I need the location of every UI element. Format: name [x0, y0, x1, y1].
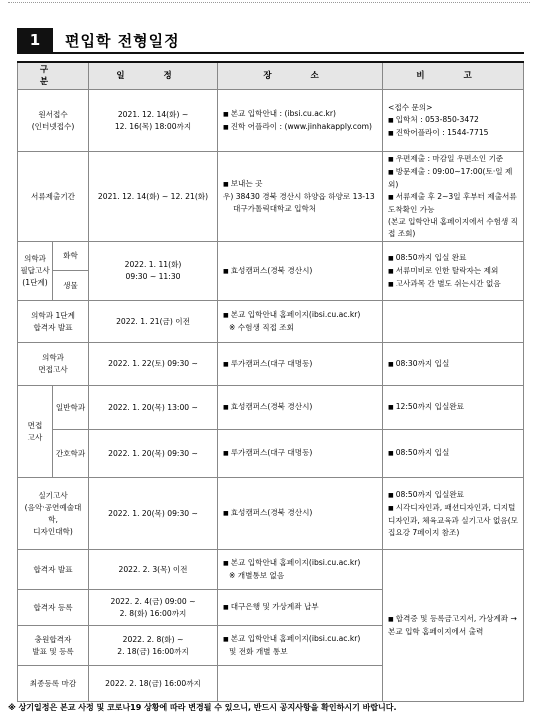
row-note: [383, 152, 524, 242]
section-number: 1: [17, 28, 53, 53]
row-date: 2022. 2. 3(목) 이전: [89, 550, 218, 590]
cell-text: 의학과: [23, 254, 46, 263]
cell-text: ■ 루가캠퍼스(대구 대명동): [223, 359, 312, 368]
cell-text: 대구가톨릭대학교 입학처: [233, 204, 317, 213]
table-row: [18, 152, 524, 242]
row-date: 2021. 12. 14(화) ~ 12. 21(화): [89, 152, 218, 242]
row-note: [383, 430, 524, 478]
cell-text: ■ 대구은행 및 가상계좌 납부: [223, 602, 319, 611]
heading-rule: [17, 52, 524, 54]
cell-text: 면접: [27, 420, 43, 430]
row-date: 2022. 1. 20(목) 13:00 ~: [89, 386, 218, 430]
cell-text: ■ 루가캠퍼스(대구 대명동): [223, 448, 312, 457]
row-category: 합격자 발표: [18, 550, 89, 590]
cell-text: (인터넷접수): [31, 121, 75, 131]
row-subcategory: 화학: [53, 242, 89, 271]
row-place: [218, 666, 383, 702]
cell-text: <접수 문의>: [388, 102, 433, 112]
row-note: [383, 301, 524, 343]
cell-text: ■ 서류제출 후 2~3일 후부터 제출서류 도착확인 가능: [388, 191, 521, 216]
cell-text: ■ 본교 입학안내 홈페이지(ibsi.cu.ac.kr): [223, 633, 380, 646]
table-row: [18, 550, 524, 590]
cell-text: 필답고사: [20, 266, 50, 275]
row-category: 합격자 등록: [18, 590, 89, 626]
header-date: 일 정: [89, 62, 218, 90]
row-place: [218, 478, 383, 550]
row-place: [218, 152, 383, 242]
row-date: [89, 590, 218, 626]
footnote: ※ 상기일정은 본교 사정 및 코로나19 상황에 따라 변경될 수 있으니, 반드시 공지사항을 확인하시기 바랍니다.: [8, 703, 397, 712]
cell-text: ■ 효성캠퍼스(경북 경산시): [223, 402, 312, 411]
row-note: [383, 550, 524, 702]
row-note: [383, 343, 524, 386]
cell-text: 2022. 2. 8(화) ~: [122, 634, 184, 644]
cell-text: ■ 시각디자인과, 패션디자인과, 디지털디자인과, 체육교육과 실기고사 없음(모집요강 7페이지 참조): [388, 502, 521, 539]
row-category: 최종등록 마감: [18, 666, 89, 702]
row-place: [218, 590, 383, 626]
cell-text: ■ 효성캠퍼스(경북 경산시): [223, 266, 312, 275]
cell-text: ■ 진학어플라이 : 1544-7715: [388, 127, 521, 140]
row-date: 2022. 2. 18(금) 16:00까지: [89, 666, 218, 702]
table-header-row: [18, 62, 524, 90]
row-category: [18, 386, 53, 478]
row-subcategory: 일반학과: [53, 386, 89, 430]
row-category: [18, 478, 89, 550]
cell-text: 발표 및 등록: [32, 646, 74, 656]
cell-text: 2021. 12. 14(화) ~: [117, 109, 189, 119]
cell-text: ■ 고사과목 간 별도 쉬는시간 없음: [388, 278, 521, 291]
cell-text: 면접고사: [38, 365, 68, 374]
row-date: 2022. 1. 20(목) 09:30 ~: [89, 478, 218, 550]
cell-text: ■ 진학 어플라이 : (www.jinhakapply.com): [223, 121, 380, 134]
row-date: 2022. 1. 20(목) 09:30 ~: [89, 430, 218, 478]
cell-text: ■ 서류미비로 인한 탈락자는 제외: [388, 265, 521, 278]
cell-text: ■ 입학처 : 053-850-3472: [388, 114, 521, 127]
cell-text: (본교 입학안내 홈페이지에서 수험생 직접 조회): [388, 217, 519, 238]
cell-text: (음악·공연예술대학,: [24, 502, 82, 524]
cell-text: 2022. 1. 11(화): [124, 260, 182, 269]
cell-text: (1단계): [22, 278, 48, 287]
row-subcategory: 생물: [53, 271, 89, 301]
top-divider: [8, 2, 530, 4]
header-category: 구 분: [18, 62, 89, 90]
row-note: [383, 386, 524, 430]
row-category: [18, 626, 89, 666]
cell-text: 실기고사: [38, 490, 68, 500]
cell-text: ※ 수험생 직접 조회: [229, 323, 294, 332]
cell-text: 2. 18(금) 16:00까지: [117, 646, 189, 656]
cell-text: 및 전화 개별 통보: [229, 647, 288, 656]
header-note: 비 고: [383, 62, 524, 90]
row-place: [218, 550, 383, 590]
row-date: [89, 242, 218, 301]
cell-text: 09:30 ~ 11:30: [125, 272, 181, 281]
row-category: [18, 343, 89, 386]
row-place: [218, 626, 383, 666]
cell-text: 의학과: [42, 353, 65, 362]
row-date: [89, 626, 218, 666]
row-note: [383, 242, 524, 301]
row-date: 2022. 1. 21(금) 이전: [89, 301, 218, 343]
row-date: [89, 90, 218, 152]
cell-text: ■ 우편제출 : 마감일 우편소인 기준: [388, 153, 521, 166]
row-place: [218, 343, 383, 386]
cell-text: ■ 보내는 곳: [223, 178, 380, 191]
cell-text: 우) 38430 경북 경산시 하양읍 하양로 13-13: [223, 192, 375, 201]
table-row: [18, 343, 524, 386]
cell-text: ■ 본교 입학안내 홈페이지(ibsi.cu.ac.kr): [223, 557, 380, 570]
row-place: [218, 386, 383, 430]
cell-text: ■ 방문제출 : 09:00~17:00(토·일 제외): [388, 166, 521, 191]
cell-text: ※ 개별통보 없음: [229, 571, 285, 580]
row-place: [218, 301, 383, 343]
cell-text: 2022. 2. 4(금) 09:00 ~: [110, 596, 196, 606]
cell-text: ■ 본교 입학안내 홈페이지(ibsi.cu.ac.kr): [223, 309, 380, 322]
section-heading: [17, 28, 524, 54]
table-row: [18, 301, 524, 343]
cell-text: 원서접수: [38, 109, 68, 119]
section-title: 편입학 전형일정: [65, 32, 180, 50]
cell-text: ■ 본교 입학안내 : (ibsi.cu.ac.kr): [223, 108, 380, 121]
cell-text: 2. 8(화) 16:00까지: [119, 608, 187, 618]
cell-text: 의학과 1단계: [31, 310, 75, 320]
row-note: [383, 90, 524, 152]
cell-text: ■ 08:50까지 입실 완료: [388, 252, 521, 265]
table-row: [18, 478, 524, 550]
row-note: [383, 478, 524, 550]
row-date: 2022. 1. 22(토) 09:30 ~: [89, 343, 218, 386]
cell-text: ■ 08:30까지 입실: [388, 359, 449, 368]
row-place: [218, 242, 383, 301]
schedule-table: [17, 61, 524, 702]
table-row: [18, 242, 524, 271]
cell-text: 합격자 발표: [33, 322, 73, 332]
cell-text: 12. 16(목) 18:00까지: [114, 121, 192, 131]
table-row: [18, 386, 524, 430]
row-category: [18, 301, 89, 343]
row-place: [218, 90, 383, 152]
table-row: [18, 90, 524, 152]
row-place: [218, 430, 383, 478]
cell-text: 디자인대학): [33, 526, 73, 536]
row-category: 서류제출기간: [18, 152, 89, 242]
row-category: [18, 242, 53, 301]
cell-text: ■ 12:50까지 입실완료: [388, 402, 464, 411]
table-row: [18, 430, 524, 478]
row-category: [18, 90, 89, 152]
cell-text: 고사: [27, 432, 43, 442]
cell-text: ■ 08:50까지 입실: [388, 448, 449, 457]
row-subcategory: 간호학과: [53, 430, 89, 478]
cell-text: ■ 08:50까지 입실완료: [388, 489, 521, 502]
cell-text: 충원합격자: [34, 634, 72, 644]
header-place: 장 소: [218, 62, 383, 90]
cell-text: ■ 효성캠퍼스(경북 경산시): [223, 508, 312, 517]
cell-text: ■ 합격증 및 등록금고지서, 가상계좌 → 본교 입학 홈페이지에서 출력: [388, 614, 517, 636]
